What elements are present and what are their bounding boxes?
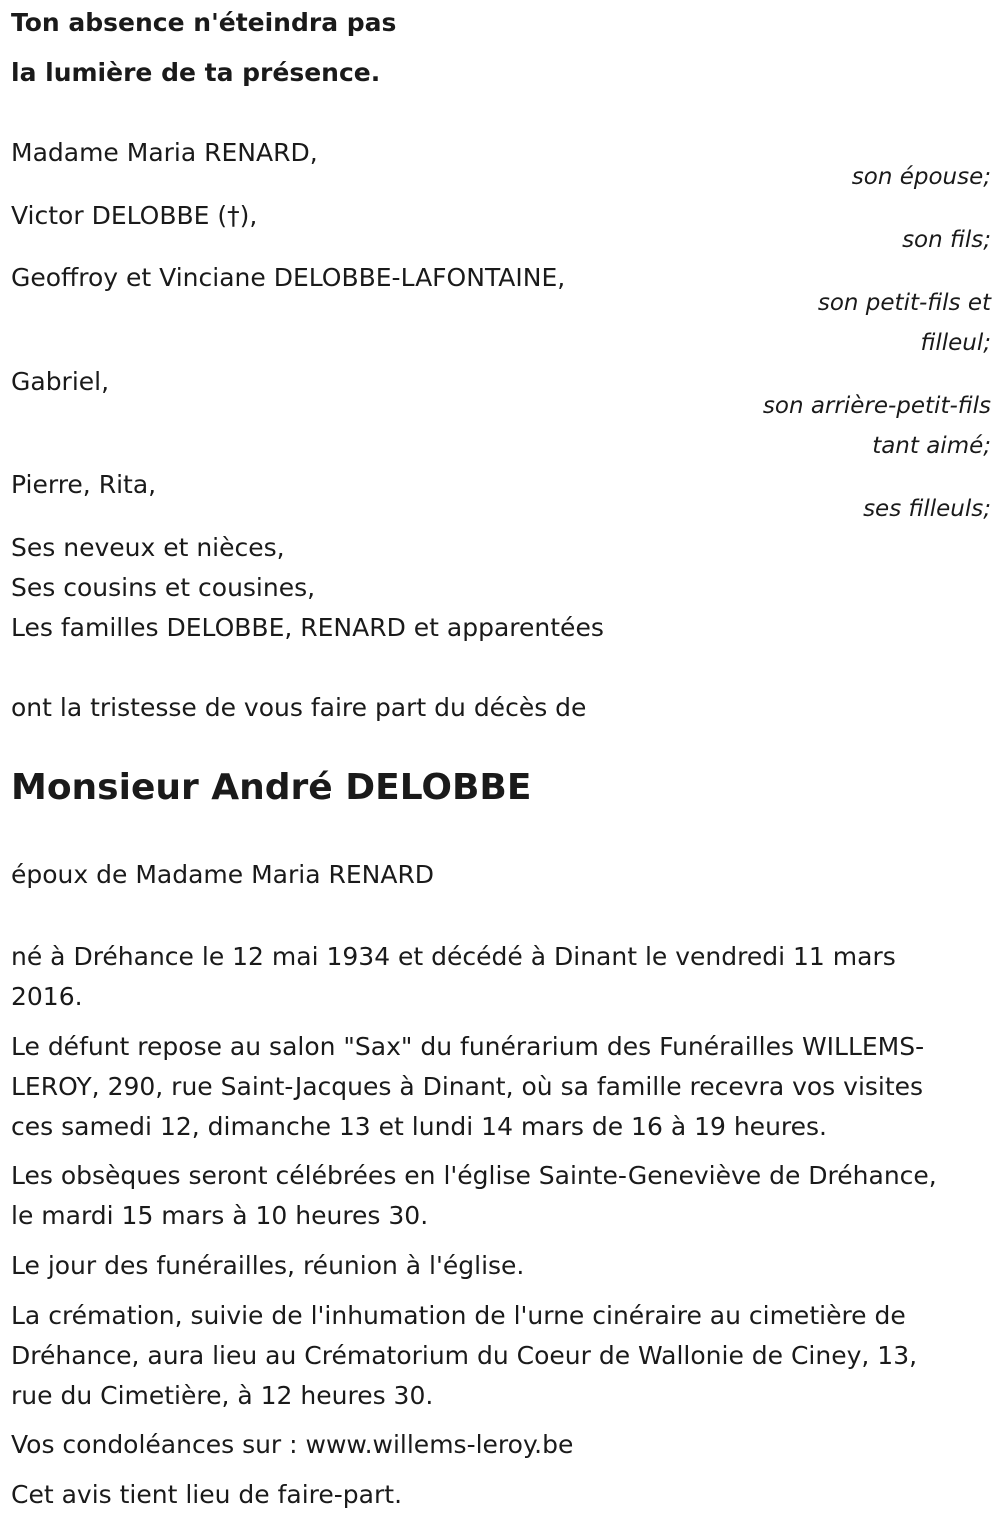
extended-family-line: Les familles DELOBBE, RENARD et apparentées [11,613,604,642]
paragraph-line: Le défunt repose au salon "Sax" du funérarium des Funérailles WILLEMS- [11,1032,925,1061]
deceased-name: Monsieur André DELOBBE [11,767,532,808]
epigraph-line-2: la lumière de ta présence. [11,58,381,87]
family-member-name: Geoffroy et Vinciane DELOBBE-LAFONTAINE, [11,263,566,292]
cremation-paragraph [11,1296,986,1416]
family-relation: son petit-fils et [817,290,991,316]
family-relation: son arrière-petit-fils [762,393,991,419]
extended-family-line: Ses cousins et cousines, [11,573,316,602]
family-relation: son fils; [902,227,991,253]
epigraph-line-1: Ton absence n'éteindra pas [11,8,397,37]
extended-family-line: Ses neveux et nièces, [11,533,285,562]
family-member-name: Madame Maria RENARD, [11,138,318,167]
announcement-text: ont la tristesse de vous faire part du décès de [11,693,587,722]
paragraph-line: rue du Cimetière, à 12 heures 30. [11,1381,434,1410]
family-member-name: Victor DELOBBE (†), [11,201,258,230]
paragraph-line: Les obsèques seront célébrées en l'église Sainte-Geneviève de Dréhance, [11,1161,937,1190]
paragraph-line: Dréhance, aura lieu au Crématorium du Coeur de Wallonie de Ciney, 13, [11,1341,918,1370]
visitation-paragraph [11,1027,986,1147]
funeral-paragraph [11,1156,986,1236]
family-relation: filleul; [920,330,991,356]
spouse-line: époux de Madame Maria RENARD [11,860,435,889]
paragraph-line: le mardi 15 mars à 10 heures 30. [11,1201,429,1230]
notice-paragraph: Cet avis tient lieu de faire-part. [11,1480,403,1509]
paragraph-line: 2016. [11,982,83,1011]
obituary-notice [11,0,991,1530]
family-relation: ses filleuls; [863,496,991,522]
family-member-name: Pierre, Rita, [11,470,157,499]
paragraph-line: ces samedi 12, dimanche 13 et lundi 14 mars de 16 à 19 heures. [11,1112,827,1141]
meeting-paragraph: Le jour des funérailles, réunion à l'église. [11,1251,525,1280]
family-relation: son épouse; [851,164,991,190]
paragraph-line: La crémation, suivie de l'inhumation de l'urne cinéraire au cimetière de [11,1301,906,1330]
family-relation: tant aimé; [872,433,991,459]
condolences-paragraph: Vos condoléances sur : www.willems-leroy.be [11,1430,574,1459]
paragraph-line: LEROY, 290, rue Saint-Jacques à Dinant, où sa famille recevra vos visites [11,1072,924,1101]
family-member-name: Gabriel, [11,367,110,396]
birth-death-paragraph [11,937,986,1017]
paragraph-line: né à Dréhance le 12 mai 1934 et décédé à Dinant le vendredi 11 mars [11,942,896,971]
